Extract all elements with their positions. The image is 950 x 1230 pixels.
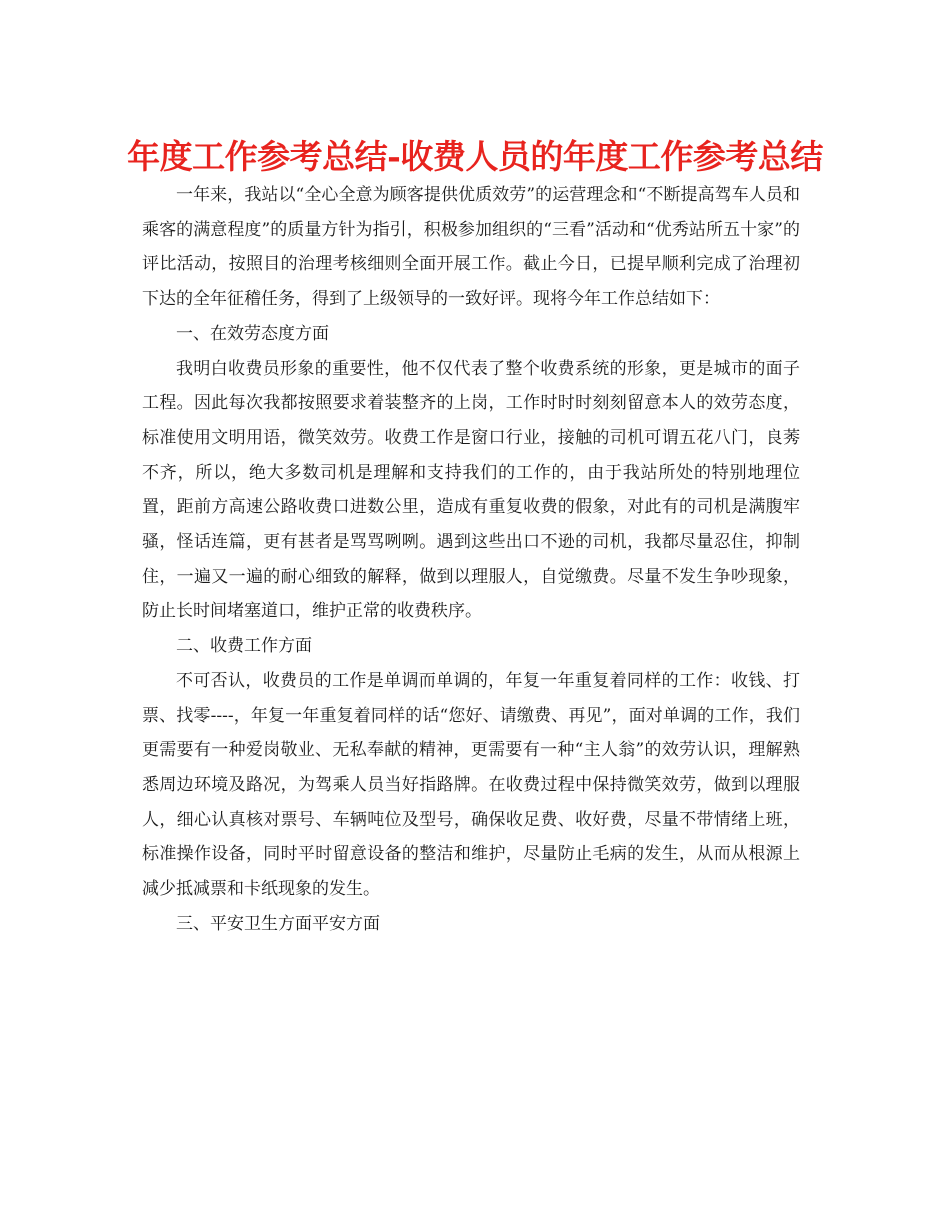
- document-title: 年度工作参考总结-收费人员的年度工作参考总结: [127, 137, 823, 176]
- document-body: [142, 178, 800, 941]
- section-heading-service-attitude: 一、在效劳态度方面: [176, 323, 329, 344]
- intro-paragraph: 一年来，我站以“全心全意为顾客提供优质效劳”的运营理念和“不断提高驾车人员和乘客的满意程度”的质量方针为指引，积极参加组织的“三看”活动和“优秀站所五十家”的评比活动，按照目的治理考核细则全面开展工作。截止今日，已提早顺利完成了治理初下达的全年征稽任务，得到了上级领导的一致好评。现将今年工作总结如下：: [142, 185, 800, 310]
- section-heading-toll-work: 二、收费工作方面: [176, 636, 312, 657]
- section-heading-safety-hygiene: 三、平安卫生方面平安方面: [176, 913, 380, 934]
- section-paragraph-service-attitude: 我明白收费员形象的重要性，他不仅代表了整个收费系统的形象，更是城市的面子工程。因此每次我都按照要求着装整齐的上岗，工作时时时刻刻留意本人的效劳态度，标准使用文明用语，微笑效劳。收费工作是窗口行业，接触的司机可谓五花八门，良莠不齐，所以，绝大多数司机是理解和支持我们的工作的，由于我站所处的特别地理位置，距前方高速公路收费口进数公里，造成有重复收费的假象，对此有的司机是满腹牢骚，怪话连篇，更有甚者是骂骂咧咧。遇到这些出口不逊的司机，我都尽量忍住，抑制住，一遍又一遍的耐心细致的解释，做到以理服人，自觉缴费。尽量不发生争吵现象，防止长时间堵塞道口，维护正常的收费秩序。: [142, 358, 800, 622]
- section-paragraph-toll-work: 不可否认，收费员的工作是单调而单调的，年复一年重复着同样的工作：收钱、打票、找零----，年复一年重复着同样的话“您好、请缴费、再见”，面对单调的工作，我们更需要有一种爱岗敬业、无私奉献的精神，更需要有一种“主人翁”的效劳认识，理解熟悉周边环境及路况，为驾乘人员当好指路牌。在收费过程中保持微笑效劳，做到以理服人，细心认真核对票号、车辆吨位及型号，确保收足费、收好费，尽量不带情绪上班，标准操作设备，同时平时留意设备的整洁和维护，尽量防止毛病的发生，从而从根源上减少抵减票和卡纸现象的发生。: [142, 670, 800, 900]
